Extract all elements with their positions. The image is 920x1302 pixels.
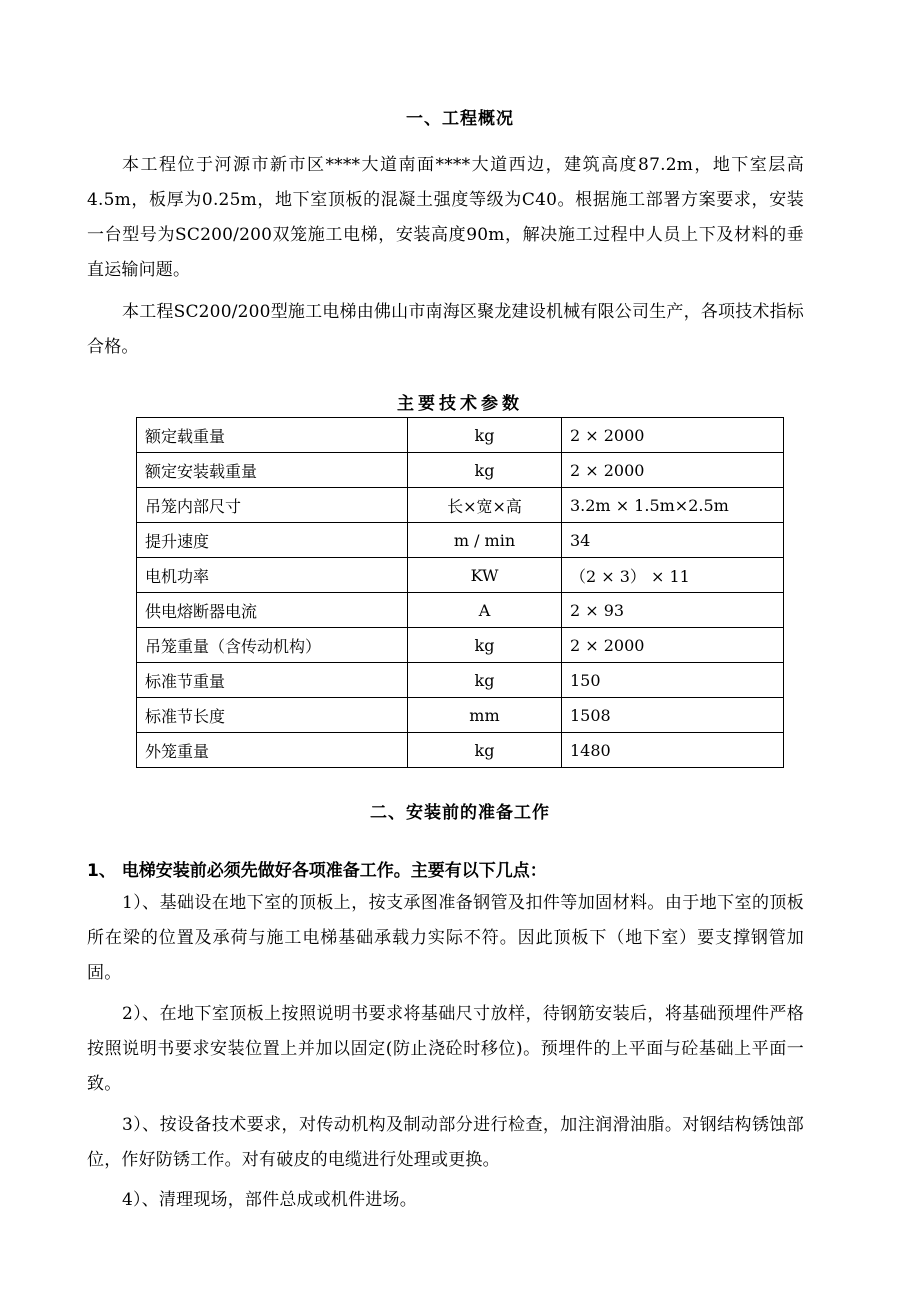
param-name-cell: 吊笼重量（含传动机构） (137, 628, 408, 663)
param-name-cell: 外笼重量 (137, 733, 408, 768)
table-row (137, 453, 784, 488)
param-value-cell: 1480 (561, 733, 783, 768)
param-name-cell: 标准节长度 (137, 698, 408, 733)
section2-subtitle: 1、 电梯安装前必须先做好各项准备工作。主要有以下几点： (87, 861, 547, 881)
param-value-cell: 2 × 2000 (561, 628, 783, 663)
param-value-cell: 34 (561, 523, 783, 558)
section1-paragraph-2: 本工程SC200/200型施工电梯由佛山市南海区聚龙建设机械有限公司生产，各项技术指标合格。 (87, 302, 804, 357)
param-unit-cell: kg (407, 418, 561, 453)
table-row (137, 698, 784, 733)
param-unit-cell: kg (407, 453, 561, 488)
table-row (137, 593, 784, 628)
param-name-cell: 提升速度 (137, 523, 408, 558)
param-name-cell: 供电熔断器电流 (137, 593, 408, 628)
table-row (137, 488, 784, 523)
param-unit-cell: KW (407, 558, 561, 593)
technical-parameters-table (136, 417, 784, 768)
preparation-item-1: 1）、基础设在地下室的顶板上，按支承图准备钢管及扣件等加固材料。由于地下室的顶板所在梁的位置及承荷与施工电梯基础承载力实际不符。因此顶板下（地下室）要支撑钢管加固。 (87, 893, 804, 983)
param-unit-cell: 长×宽×高 (407, 488, 561, 523)
section1-paragraph-1: 本工程位于河源市新市区****大道南面****大道西边，建筑高度87.2m，地下室层高4.5m，板厚为0.25m，地下室顶板的混凝土强度等级为C40。根据施工部署方案要求，安装一台型号为SC200/200双笼施工电梯，安装高度90m，解决施工过程中人员上下及材料的垂直运输问题。 (87, 155, 804, 280)
param-value-cell: 2 × 2000 (561, 418, 783, 453)
table-row (137, 558, 784, 593)
table-row (137, 523, 784, 558)
table-row (137, 628, 784, 663)
table-title: 主要技术参数 (397, 394, 523, 414)
param-unit-cell: kg (407, 663, 561, 698)
param-value-cell: （2 × 3） × 11 (561, 558, 783, 593)
preparation-item-3: 3）、按设备技术要求，对传动机构及制动部分进行检查，加注润滑油脂。对钢结构锈蚀部位，作好防锈工作。对有破皮的电缆进行处理或更换。 (87, 1115, 804, 1170)
param-unit-cell: kg (407, 733, 561, 768)
param-unit-cell: kg (407, 628, 561, 663)
param-name-cell: 电机功率 (137, 558, 408, 593)
param-name-cell: 额定安装载重量 (137, 453, 408, 488)
param-unit-cell: m / min (407, 523, 561, 558)
param-value-cell: 3.2m × 1.5m×2.5m (561, 488, 783, 523)
param-name-cell: 吊笼内部尺寸 (137, 488, 408, 523)
param-unit-cell: A (407, 593, 561, 628)
table-row (137, 418, 784, 453)
param-name-cell: 标准节重量 (137, 663, 408, 698)
table-row (137, 733, 784, 768)
table-row (137, 663, 784, 698)
param-value-cell: 2 × 93 (561, 593, 783, 628)
preparation-item-2: 2）、在地下室顶板上按照说明书要求将基础尺寸放样，待钢筋安装后，将基础预埋件严格按照说明书要求安装位置上并加以固定(防止浇砼时移位)。预埋件的上平面与砼基础上平面一致。 (87, 1004, 804, 1094)
param-value-cell: 2 × 2000 (561, 453, 783, 488)
section2-title: 二、安装前的准备工作 (370, 803, 550, 823)
preparation-item-4: 4）、清理现场，部件总成或机件进场。 (122, 1190, 417, 1210)
param-unit-cell: mm (407, 698, 561, 733)
param-name-cell: 额定载重量 (137, 418, 408, 453)
param-value-cell: 1508 (561, 698, 783, 733)
param-value-cell: 150 (561, 663, 783, 698)
section1-title: 一、工程概况 (406, 109, 514, 129)
